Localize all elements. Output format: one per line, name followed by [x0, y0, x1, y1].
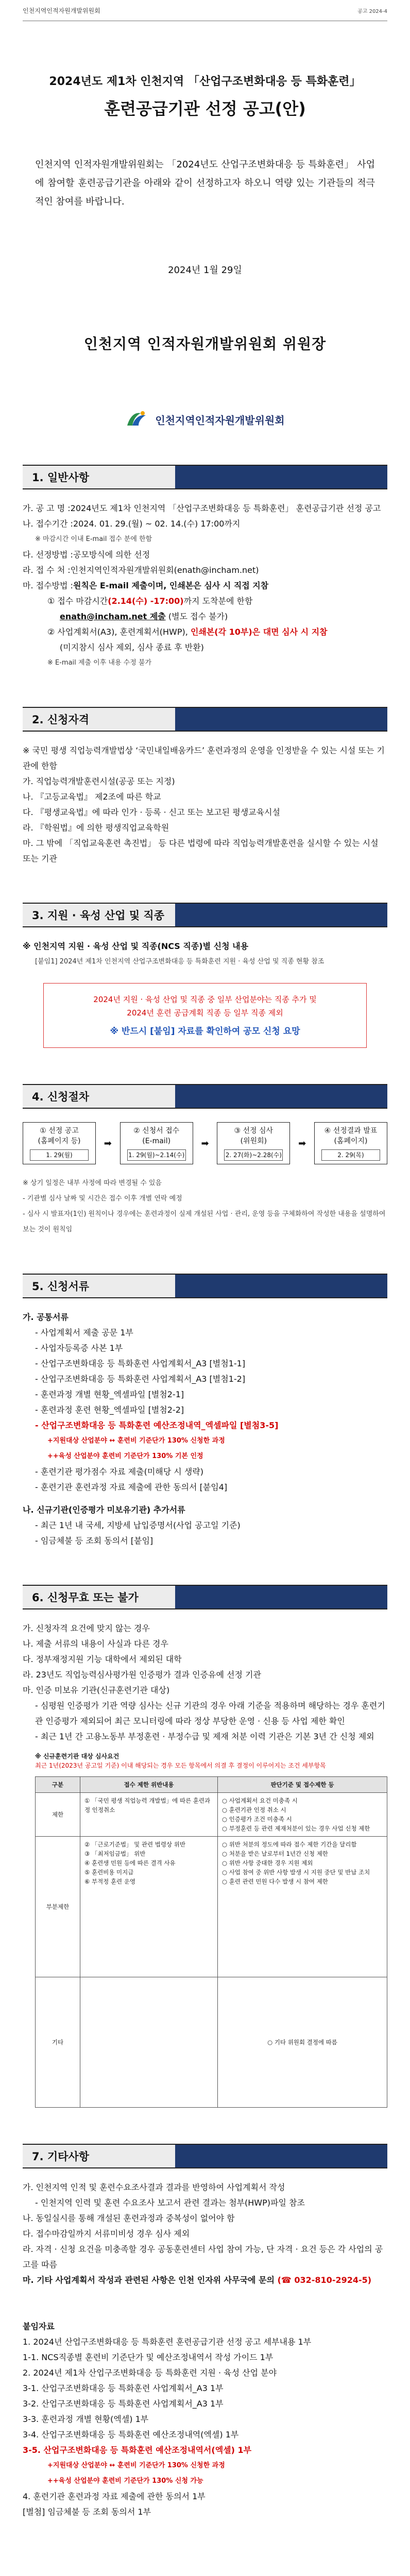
- contact-phone: (☎ 032-810-2924-5): [277, 2275, 372, 2285]
- document-item: - 임금체불 등 조회 동의서 [붙임]: [35, 1536, 153, 1546]
- attachment-item-highlight: 3-5. 산업구조변화대응 등 특화훈련 예산조정내역서(엑셀) 1부: [23, 2445, 252, 2455]
- intro-paragraph: 인천지역 인적자원개발위원회는 「2024년도 산업구조변화대응 등 특화훈련」 사업에 참여할 훈련공급기관을 아래와 같이 선정하고자 하오니 역량 있는 기관들의 적극적인 참여를 바랍니다.: [35, 159, 375, 207]
- invalid-item: 라. 23년도 직업능력심사평가원 인증평가 결과 인증유예 선정 기관: [23, 1670, 261, 1680]
- section-title: 3. 지원 · 육성 산업 및 직종: [23, 903, 175, 927]
- document-item: - 훈련과정 개별 현황_엑셀파일 [별첨2-1]: [35, 1389, 184, 1399]
- section-header-bar: [175, 707, 387, 732]
- industries-reference: [붙임1] 2024년 제1차 인천지역 산업구조변화대응 등 특화훈련 지원 · 육성 산업 및 직종 현황 참조: [35, 958, 324, 965]
- notice-date: 2024년 1월 29일: [168, 265, 242, 276]
- document-item-highlight: - 산업구조변화대응 등 특화훈련 예산조정내역_엑셀파일 [별첨3-5]: [35, 1420, 279, 1430]
- section-header-bar: [175, 2144, 387, 2168]
- restriction-table: [35, 1776, 387, 2108]
- section-industries: [23, 903, 387, 1048]
- procedure-step: ③ 선정 심사 (위원회) 2. 27(화)~2.28(수): [217, 1122, 290, 1164]
- industries-notice-box: [43, 983, 367, 1048]
- invalid-item: 다. 정부재정지원 기능 대학에서 제외된 대학: [23, 1654, 182, 1664]
- section-header-bar: [175, 1585, 387, 1609]
- documents-group-title: 나. 신규기관(인증평가 미보유기관) 추가서류: [23, 1505, 185, 1515]
- section-header-bar: [175, 903, 387, 927]
- section-header: [23, 2144, 387, 2168]
- section-documents: [23, 1274, 387, 1549]
- notice-subtitle: 2024년도 제1차 인천지역 「산업구조변화대응 등 특화훈련」: [49, 75, 361, 88]
- table-row: [36, 1793, 387, 1837]
- section-invalid: [23, 1585, 387, 2108]
- header-doc-no: 공고 2024-4: [357, 8, 387, 14]
- document-item: - 산업구조변화대응 등 특화훈련 사업계획서_A3 [별첨1-1]: [35, 1359, 246, 1368]
- invalid-item: 마. 인증 미보유 기관(신규훈련기관 대상): [23, 1685, 170, 1695]
- section-general: [23, 465, 387, 671]
- arrow-right-icon: ➡: [201, 1138, 209, 1149]
- section-header: [23, 465, 387, 489]
- general-item: 가. 공 고 명 : 2024년도 제1차 인천지역 「산업구조변화대응 등 특화훈련」 훈련공급기관 선정 공고: [23, 503, 381, 513]
- invalid-subitem: - 심평원 인증평가 기관 역량 심사는 신규 기관의 경우 아래 기준을 적용하며 해당하는 경우 훈련기관 인증평가 제외되어 최근 모니터링에 따라 정상 부당한 운영 · 신용 등 사업 제한 확인: [35, 1701, 385, 1726]
- documents-group-title: 가. 공통서류: [23, 1312, 69, 1322]
- section-title: 5. 신청서류: [23, 1274, 175, 1298]
- table-cell: ① 「국민 평생 직업능력 개발법」에 따른 훈련과정 인정취소: [80, 1793, 218, 1837]
- attachment-highlight-note: ++육성 산업분야 훈련비 기준단가 130% 신청 가능: [47, 2477, 203, 2485]
- section-header: [23, 903, 387, 927]
- general-note: ※ 마감시간 이내 E-mail 접수 분에 한함: [35, 535, 152, 543]
- section-title: 2. 신청자격: [23, 707, 175, 732]
- submission-rule-1-line2: enath@incham.net 제출 (별도 접수 불가): [60, 612, 228, 621]
- invalid-subitem: - 최근 1년 간 고용노동부 부정훈련 · 부정수급 및 제재 처분 이력 기관은 기본 3년 간 신청 제외: [35, 1732, 374, 1741]
- section-header-bar: [175, 465, 387, 489]
- invalid-item: 가. 신청자격 요건에 맞지 않는 경우: [23, 1623, 150, 1633]
- table-cell: ② 「근로기준법」 및 관련 법령상 위반 ③ 「최저임금법」 위반 ④ 훈련생 민원 등에 따른 결격 사유 ⑤ 훈련비용 미지급 ⑥ 부적정 훈련 운영: [80, 1837, 218, 1977]
- table-header-cell: 접수 제한 위반내용: [80, 1777, 218, 1793]
- notice-line: 2024년 훈련 공급계획 직종 등 일부 직종 제외: [127, 1008, 283, 1018]
- procedure-step: ① 선정 공고 (홈페이지 등) 1. 29(월): [23, 1122, 96, 1164]
- procedure-step: ④ 선정결과 발표 (홈페이지) 2. 29(목): [314, 1122, 387, 1164]
- logo-mark-icon: [125, 410, 148, 429]
- submission-rule-2-line2: (미지참시 심사 제외, 심사 종료 후 반환): [60, 642, 204, 652]
- table-caption: ※ 신규훈련기관 대상 심사요건 최근 1년(2023년 공고일 기준) 이내 해당되는 경우 모든 항목에서 의결 후 결정이 이루어지는 조건 세부항목: [35, 1753, 326, 1769]
- invalid-item: 나. 제출 서류의 내용이 사실과 다른 경우: [23, 1639, 168, 1649]
- attachment-item: 3-1. 산업구조변화대응 등 특화훈련 사업계획서_A3 1부: [23, 2383, 224, 2393]
- procedure-note: ※ 상기 일정은 내부 사정에 따라 변경될 수 있음: [23, 1179, 162, 1187]
- etc-item: 다. 접수마감일까지 서류미비성 경우 심사 제외: [23, 2229, 190, 2239]
- issuer-name: 인천지역 인적자원개발위원회 위원장: [83, 335, 327, 352]
- table-cell: 부분제한: [36, 1837, 80, 1977]
- attachments-title: 붙임자료: [23, 2321, 55, 2331]
- table-header-row: [36, 1777, 387, 1793]
- section-procedure: [23, 1084, 387, 1238]
- document-item-highlight-note: +지원대상 산업분야 ↔ 훈련비 기준단가 130% 신청한 과정: [47, 1437, 225, 1445]
- table-cell: 기타: [36, 1977, 80, 2108]
- etc-item: - 인천지역 인력 및 훈련 수요조사 보고서 관련 결과는 첨부(HWP)파일 참조: [35, 2198, 305, 2208]
- section-header: [23, 1084, 387, 1109]
- notice-emphasis: ※ 반드시 [붙임] 자료를 확인하여 공모 신청 요망: [110, 1026, 300, 1037]
- section-title: 6. 신청무효 또는 불가: [23, 1585, 175, 1609]
- org-logo: [23, 410, 387, 429]
- arrow-right-icon: ➡: [104, 1138, 112, 1149]
- section-title: 4. 신청절차: [23, 1084, 175, 1109]
- attachment-item: 3-4. 산업구조변화대응 등 특화훈련 예산조정내역(엑셀) 1부: [23, 2430, 239, 2439]
- submission-rule-1: ① 접수 마감시간(2.14(수) -17:00)까지 도착분에 한함: [47, 596, 253, 606]
- procedure-bullet: - 기관별 심사 날짜 및 시간은 접수 이후 개별 연락 예정: [23, 1195, 182, 1202]
- attachment-item: 3-3. 훈련과정 개별 현황(엑셀) 1부: [23, 2414, 149, 2424]
- etc-item: 라. 자격 · 신청 요건을 미충족할 경우 공동훈련센터 사업 참여 가능, 단 자격 · 요건 등은 각 사업의 공고를 따름: [23, 2244, 383, 2269]
- document-item: - 산업구조변화대응 등 특화훈련 사업계획서_A3 [별첨1-2]: [35, 1374, 246, 1384]
- document-item: - 사업자등록증 사본 1부: [35, 1343, 123, 1353]
- document-item: - 최근 1년 내 국세, 지방세 납입증명서(사업 공고일 기준): [35, 1520, 241, 1530]
- attachment-item: 2. 2024년 제1차 산업구조변화대응 등 특화훈련 지원 · 육성 산업 분야: [23, 2368, 277, 2378]
- section-header: [23, 1585, 387, 1609]
- attachment-highlight-note: +지원대상 산업분야 ↔ 훈련비 기준단가 130% 신청한 과정: [47, 2462, 225, 2469]
- attachment-item: 3-2. 산업구조변화대응 등 특화훈련 사업계획서_A3 1부: [23, 2399, 224, 2409]
- attachment-item: 1. 2024년 산업구조변화대응 등 특화훈련 훈련공급기관 선정 공고 세부내용 1부: [23, 2337, 312, 2347]
- document-item: - 훈련기관 훈련과정 자료 제출에 관한 동의서 [붙임4]: [35, 1482, 228, 1492]
- attachments: [23, 2319, 387, 2520]
- header-org: 인천지역인적자원개발위원회: [23, 7, 100, 14]
- submission-rule-2: ② 사업계획서(A3), 훈련계획서(HWP), 인쇄본(각 10부)은 대면 심사 시 지참: [47, 627, 328, 637]
- attachment-item: [별첨] 임금체불 등 조회 동의서 1부: [23, 2507, 151, 2517]
- general-item: 나. 접수기간 : 2024. 01. 29.(월) ~ 02. 14.(수) 17:00까지: [23, 519, 241, 529]
- etc-contact: 마. 기타 사업계획서 작성과 관련된 사항은 인천 인자위 사무국에 문의 (☎ 032-810-2924-5): [23, 2275, 372, 2285]
- eligibility-item: 나. 『고등교육법』 제2조에 따른 학교: [23, 792, 161, 802]
- section-header-bar: [175, 1274, 387, 1298]
- notice-title: 훈련공급기관 선정 공고(안): [104, 99, 306, 118]
- table-cell: 제한: [36, 1793, 80, 1837]
- document-item: - 사업계획서 제출 공문 1부: [35, 1328, 133, 1337]
- general-note: ※ E-mail 제출 이후 내용 수정 불가: [47, 659, 152, 667]
- eligibility-item: 라. 『학원법』에 의한 평생직업교육학원: [23, 823, 169, 833]
- table-cell: ○ 사업계획서 요건 미충족 시 ○ 훈련기관 인정 취소 시 ○ 인증평가 조건 미충족 시 ○ 부정훈련 등 관련 제재처분이 있는 경우 사업 신청 제한: [218, 1793, 387, 1837]
- table-header-cell: 구분: [36, 1777, 80, 1793]
- table-row: [36, 1837, 387, 1977]
- eligibility-item: 마. 그 밖에 「직업교육훈련 촉진법」 등 다른 법령에 따라 직업능력개발훈련을 실시할 수 있는 시설 또는 기관: [23, 838, 379, 863]
- etc-item: 가. 인천지역 인적 및 훈련수요조사결과 결과를 반영하여 사업계획서 작성: [23, 2182, 285, 2192]
- general-item: 라. 접 수 처 : 인천지역인적자원개발위원회(enath@incham.net): [23, 565, 259, 575]
- attachment-item: 1-1. NCS직종별 훈련비 기준단가 및 예산조정내역서 작성 가이드 1부: [23, 2352, 274, 2362]
- document-item: - 훈련과정 훈련 현황_엑셀파일 [별첨2-2]: [35, 1405, 184, 1415]
- document-header: [23, 0, 387, 21]
- section-header-bar: [175, 1084, 387, 1109]
- table-cell: [80, 1977, 218, 2108]
- procedure-steps: [23, 1122, 387, 1164]
- section-title: 1. 일반사항: [23, 465, 175, 489]
- procedure-bullet: - 심사 시 발표자(1인) 원칙이나 경우에는 훈련과정이 실제 개설된 사업 · 관리, 운영 등을 구체화하여 작성한 내용을 설명하여 보는 것이 원칙임: [23, 1210, 386, 1233]
- procedure-step: ② 신청서 접수 (E-mail) 1. 29(월)~2.14(수): [120, 1122, 193, 1164]
- logo-text: 인천지역인적자원개발위원회: [155, 414, 285, 427]
- arrow-right-icon: ➡: [298, 1138, 306, 1149]
- table-cell: ○ 기타 위원회 결정에 따름: [218, 1977, 387, 2108]
- general-item: 마. 접수방법 : 원칙은 E-mail 제출이며, 인쇄본은 심사 시 직접 지참: [23, 581, 269, 590]
- section-etc: [23, 2144, 387, 2288]
- table-row: [36, 1977, 387, 2108]
- eligibility-lead: ※ 국민 평생 직업능력개발법상 ‘국민내일배움카드’ 훈련과정의 운영을 인정받을 수 있는 시설 또는 기관에 한함: [23, 745, 385, 771]
- attachment-item: 4. 훈련기관 훈련과정 자료 제출에 관한 동의서 1부: [23, 2492, 206, 2501]
- section-header: [23, 707, 387, 732]
- general-item: 다. 선정방법 : 공모방식에 의한 선정: [23, 550, 150, 560]
- section-title: 7. 기타사항: [23, 2144, 175, 2168]
- section-header: [23, 1274, 387, 1298]
- document-item-highlight-note: ++육성 산업분야 훈련비 기준단가 130% 기본 인정: [47, 1452, 203, 1460]
- section-eligibility: [23, 707, 387, 867]
- eligibility-item: 다. 『평생교육법』에 따라 인가 · 등록 · 신고 또는 보고된 평생교육시설: [23, 807, 280, 817]
- industries-lead: ※ 인천지역 지원 · 육성 산업 및 직종(NCS 직종)별 신청 내용: [23, 941, 249, 951]
- document-item: - 훈련기관 평가점수 자료 제출(미해당 시 생략): [35, 1467, 203, 1477]
- eligibility-item: 가. 직업능력개발훈련시설(공공 또는 지정): [23, 776, 175, 786]
- table-header-cell: 판단기준 및 접수제한 등: [218, 1777, 387, 1793]
- notice-line: 2024년 지원 · 육성 산업 및 직종 중 일부 산업분야는 직종 추가 및: [93, 995, 317, 1004]
- etc-item: 나. 동일실시를 통해 개설된 훈련과정과 중복성이 없어야 함: [23, 2213, 235, 2223]
- restriction-table-wrap: [23, 1776, 387, 2108]
- table-cell: ○ 위반 처분의 정도에 따라 접수 제한 기간을 달리함 ○ 처분을 받은 날로부터 1년간 신청 제한 ○ 위반 사항 중대한 경우 지원 제외 ○ 사업 참여 중 위반 사항 발생 시 지원 중단 및 반납 조치 ○ 훈련 관련 민원 다수 발생 시 참여 제한: [218, 1837, 387, 1977]
